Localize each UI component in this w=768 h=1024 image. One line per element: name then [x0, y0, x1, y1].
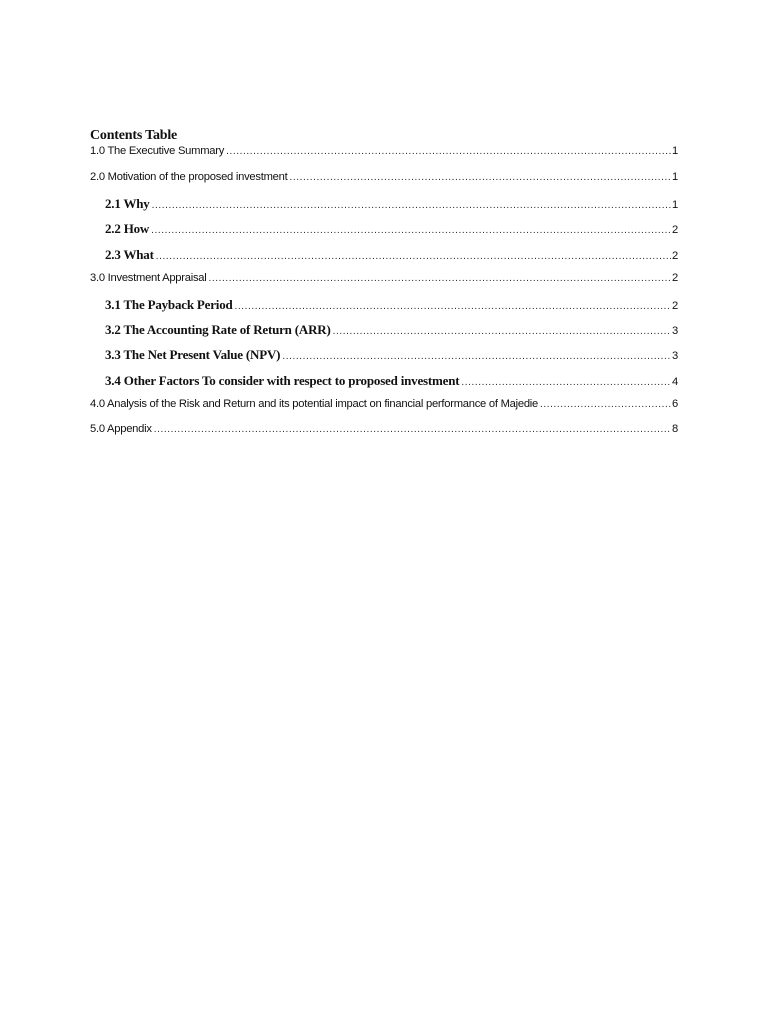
toc-dot-leader	[156, 251, 671, 262]
toc-dot-leader	[154, 424, 671, 435]
toc-dot-leader	[226, 146, 671, 157]
toc-page-number: 1	[672, 171, 678, 183]
toc-page-number: 6	[672, 397, 678, 410]
toc-page-number: 1	[671, 199, 678, 212]
toc-entry-label: 4.0 Analysis of the Risk and Return and its potential impact on financial performance of Majedie	[90, 397, 538, 410]
toc-page-number: 1	[672, 145, 678, 157]
toc-entry-net-present-value[interactable]	[90, 347, 678, 372]
toc-entry-accounting-rate-of-return[interactable]	[90, 322, 678, 347]
toc-entries	[90, 145, 678, 448]
toc-entry-label: 2.3 What	[105, 246, 154, 262]
toc-entry-label: 5.0 Appendix	[90, 422, 152, 435]
toc-page-number: 8	[672, 422, 678, 435]
toc-entry-payback-period[interactable]	[90, 297, 678, 322]
toc-entry-label: 2.2 How	[105, 221, 150, 237]
toc-page-number: 2	[671, 224, 678, 237]
toc-entry-appendix[interactable]	[90, 423, 678, 448]
toc-dot-leader	[209, 273, 672, 284]
toc-title: Contents Table	[90, 128, 178, 143]
toc-entry-label: 2.0 Motivation of the proposed investment	[90, 171, 288, 183]
toc-entry-label: 3.2 The Accounting Rate of Return (ARR)	[105, 322, 331, 338]
toc-page-number: 2	[671, 299, 678, 312]
toc-dot-leader	[289, 172, 671, 183]
toc-dot-leader	[235, 301, 671, 312]
toc-page-number: 4	[671, 375, 678, 388]
toc-entry-label: 3.0 Investment Appraisal	[90, 271, 207, 284]
toc-entry-motivation[interactable]	[90, 171, 678, 196]
toc-entry-investment-appraisal[interactable]	[90, 272, 678, 297]
toc-dot-leader	[151, 225, 671, 236]
toc-entry-risk-and-return[interactable]	[90, 398, 678, 423]
toc-entry-label: 2.1 Why	[105, 196, 150, 212]
toc-entry-executive-summary[interactable]	[90, 145, 678, 171]
toc-page-number: 3	[671, 350, 678, 363]
toc-dot-leader	[540, 399, 671, 410]
toc-entry-label: 3.1 The Payback Period	[105, 296, 233, 312]
toc-dot-leader	[461, 377, 671, 388]
toc-page-number: 2	[671, 249, 678, 262]
toc-dot-leader	[152, 200, 671, 211]
toc-entry-why[interactable]	[90, 196, 678, 221]
toc-entry-how[interactable]	[90, 221, 678, 246]
table-of-contents	[90, 127, 678, 448]
toc-entry-what[interactable]	[90, 247, 678, 272]
toc-entry-label: 1.0 The Executive Summary	[90, 145, 225, 157]
toc-dot-leader	[282, 351, 671, 362]
toc-dot-leader	[333, 326, 671, 337]
toc-entry-label: 3.4 Other Factors To consider with respect to proposed investment	[105, 372, 460, 388]
toc-page-number: 2	[672, 271, 678, 284]
toc-page-number: 3	[671, 325, 678, 338]
toc-entry-label: 3.3 The Net Present Value (NPV)	[105, 347, 281, 363]
toc-entry-other-factors[interactable]	[90, 373, 678, 398]
